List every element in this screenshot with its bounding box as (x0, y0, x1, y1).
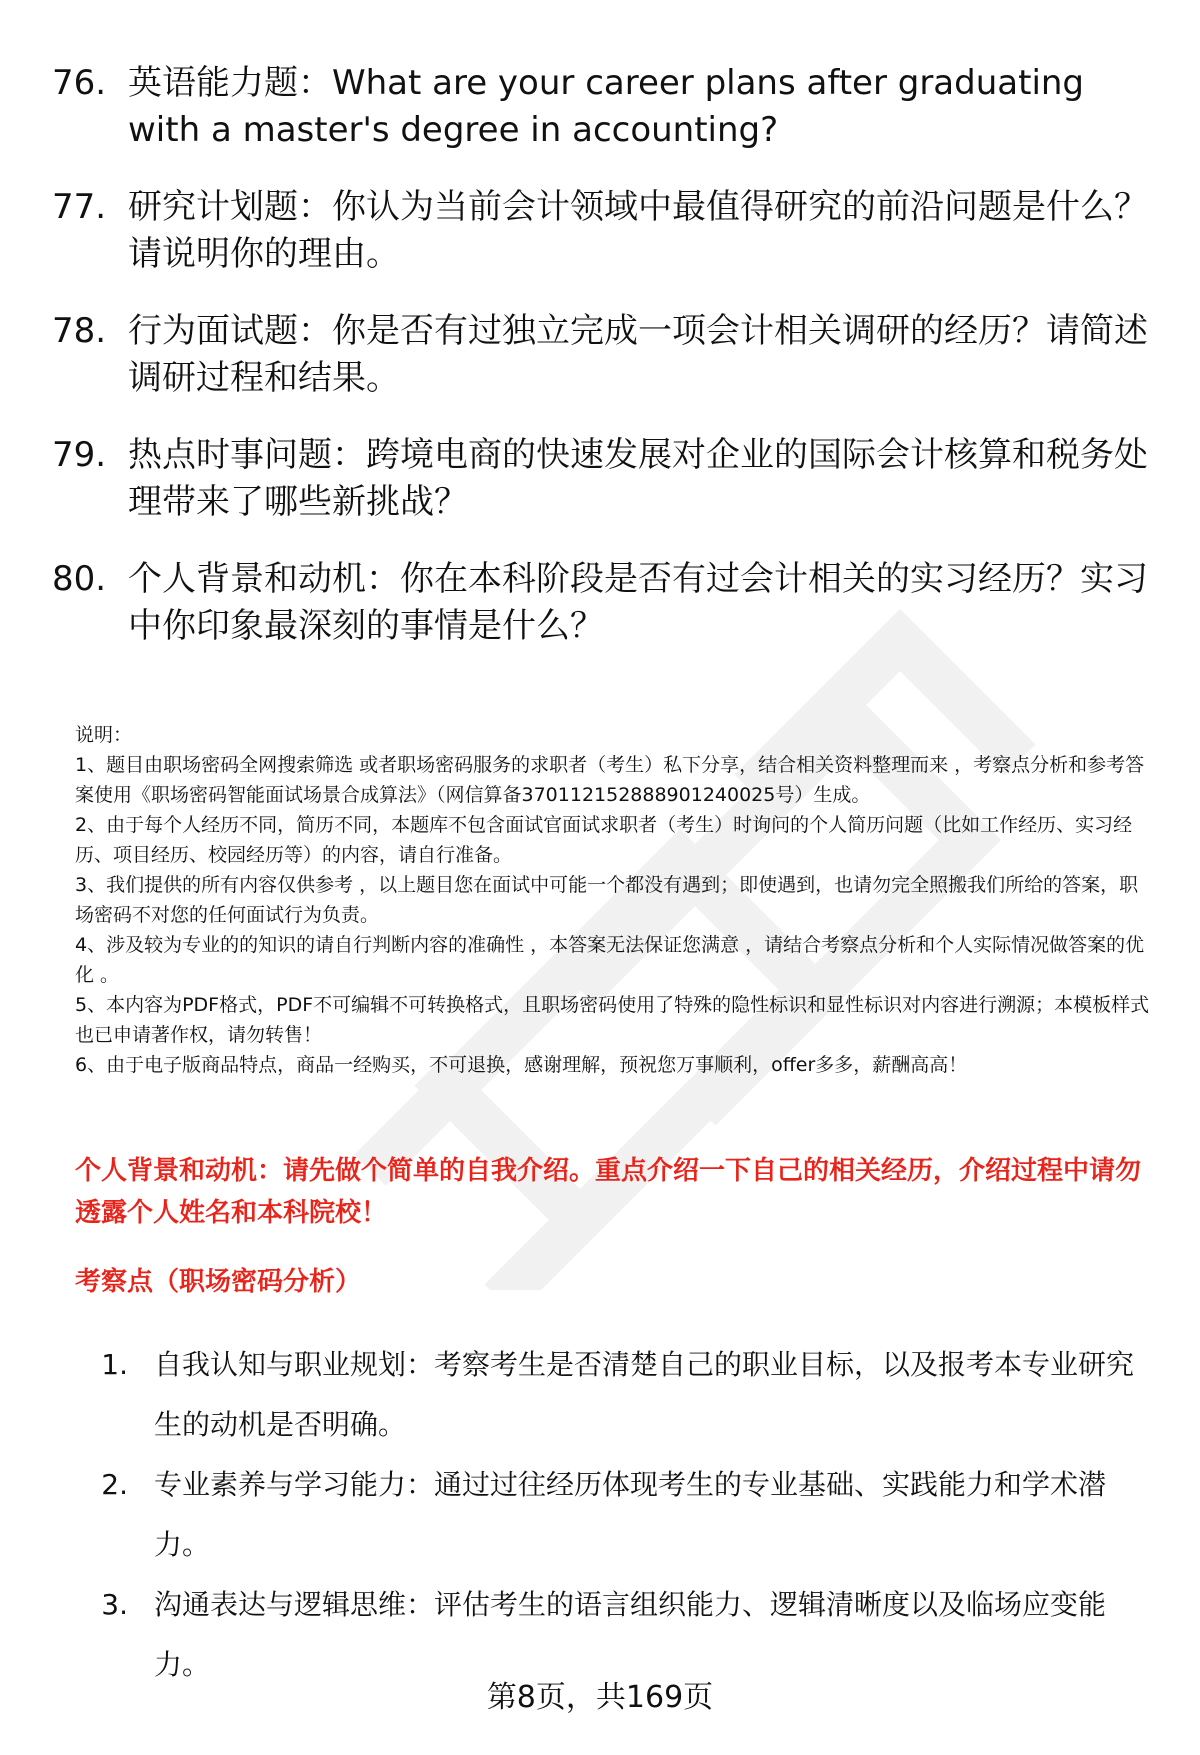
question-item (52, 184, 1152, 278)
question-text: 热点时事问题：跨境电商的快速发展对企业的国际会计核算和税务处理带来了哪些新挑战？ (128, 435, 1148, 522)
analysis-heading: 考察点（职场密码分析） (75, 1267, 362, 1297)
note-item: 3、我们提供的所有内容仅供参考 ，以上题目您在面试中可能一个都没有遇到；即使遇到，也请勿完全照搬我们所给的答案，职场密码不对您的任何面试行为负责。 (75, 874, 1139, 926)
notes-title: 说明： (75, 724, 133, 746)
point-number: 3. (101, 1588, 128, 1621)
analysis-points-list (75, 1335, 1155, 1695)
note-item: 6、由于电子版商品特点，商品一经购买，不可退换，感谢理解，预祝您万事顺利，offer多多，薪酬高高！ (75, 1054, 968, 1076)
question-item (52, 432, 1152, 526)
question-item (52, 60, 1152, 154)
note-item: 5、本内容为PDF格式，PDF不可编辑不可转换格式，且职场密码使用了特殊的隐性标识和显性标识对内容进行溯源；本模板样式也已申请著作权，请勿转售！ (75, 994, 1150, 1046)
featured-question: 个人背景和动机：请先做个简单的自我介绍。重点介绍一下自己的相关经历，介绍过程中请勿透露个人姓名和本科院校！ (75, 1156, 1142, 1228)
analysis-point (75, 1335, 1155, 1455)
question-number: 76. (52, 63, 107, 103)
question-number: 80. (52, 559, 107, 599)
point-text: 沟通表达与逻辑思维：评估考生的语言组织能力、逻辑清晰度以及临场应变能力。 (154, 1588, 1107, 1681)
question-list (52, 60, 1152, 680)
question-number: 79. (52, 435, 107, 475)
analysis-point (75, 1575, 1155, 1695)
question-number: 77. (52, 187, 107, 227)
question-text: 英语能力题：What are your career plans after graduating with a master's degree in accounting? (128, 63, 1085, 150)
notes-section (75, 720, 1155, 1080)
question-item (52, 308, 1152, 402)
note-item: 4、涉及较为专业的的知识的请自行判断内容的准确性 ，本答案无法保证您满意 ，请结合考察点分析和个人实际情况做答案的优化 。 (75, 934, 1145, 986)
point-number: 1. (101, 1348, 128, 1381)
point-text: 专业素养与学习能力：通过过往经历体现考生的专业基础、实践能力和学术潜力。 (154, 1468, 1107, 1561)
question-text: 研究计划题：你认为当前会计领域中最值得研究的前沿问题是什么？请说明你的理由。 (128, 187, 1148, 274)
note-item: 1、题目由职场密码全网搜索筛选 或者职场密码服务的求职者（考生）私下分享，结合相关资料整理而来 ，考察点分析和参考答案使用《职场密码智能面试场景合成算法》（网信算备370112152888901240025号）生成。 (75, 754, 1145, 806)
question-item (52, 556, 1152, 650)
point-text: 自我认知与职业规划：考察考生是否清楚自己的职业目标，以及报考本专业研究生的动机是否明确。 (154, 1348, 1135, 1441)
question-text: 个人背景和动机：你在本科阶段是否有过会计相关的实习经历？实习中你印象最深刻的事情是什么？ (128, 559, 1148, 646)
page-footer: 第8页，共169页 (486, 1680, 714, 1715)
note-item: 2、由于每个人经历不同，简历不同，本题库不包含面试官面试求职者（考生）时询问的个人简历问题（比如工作经历、实习经历、项目经历、校园经历等）的内容，请自行准备。 (75, 814, 1133, 866)
question-number: 78. (52, 311, 107, 351)
point-number: 2. (101, 1468, 128, 1501)
analysis-point (75, 1455, 1155, 1575)
question-text: 行为面试题：你是否有过独立完成一项会计相关调研的经历？请简述调研过程和结果。 (128, 311, 1148, 398)
